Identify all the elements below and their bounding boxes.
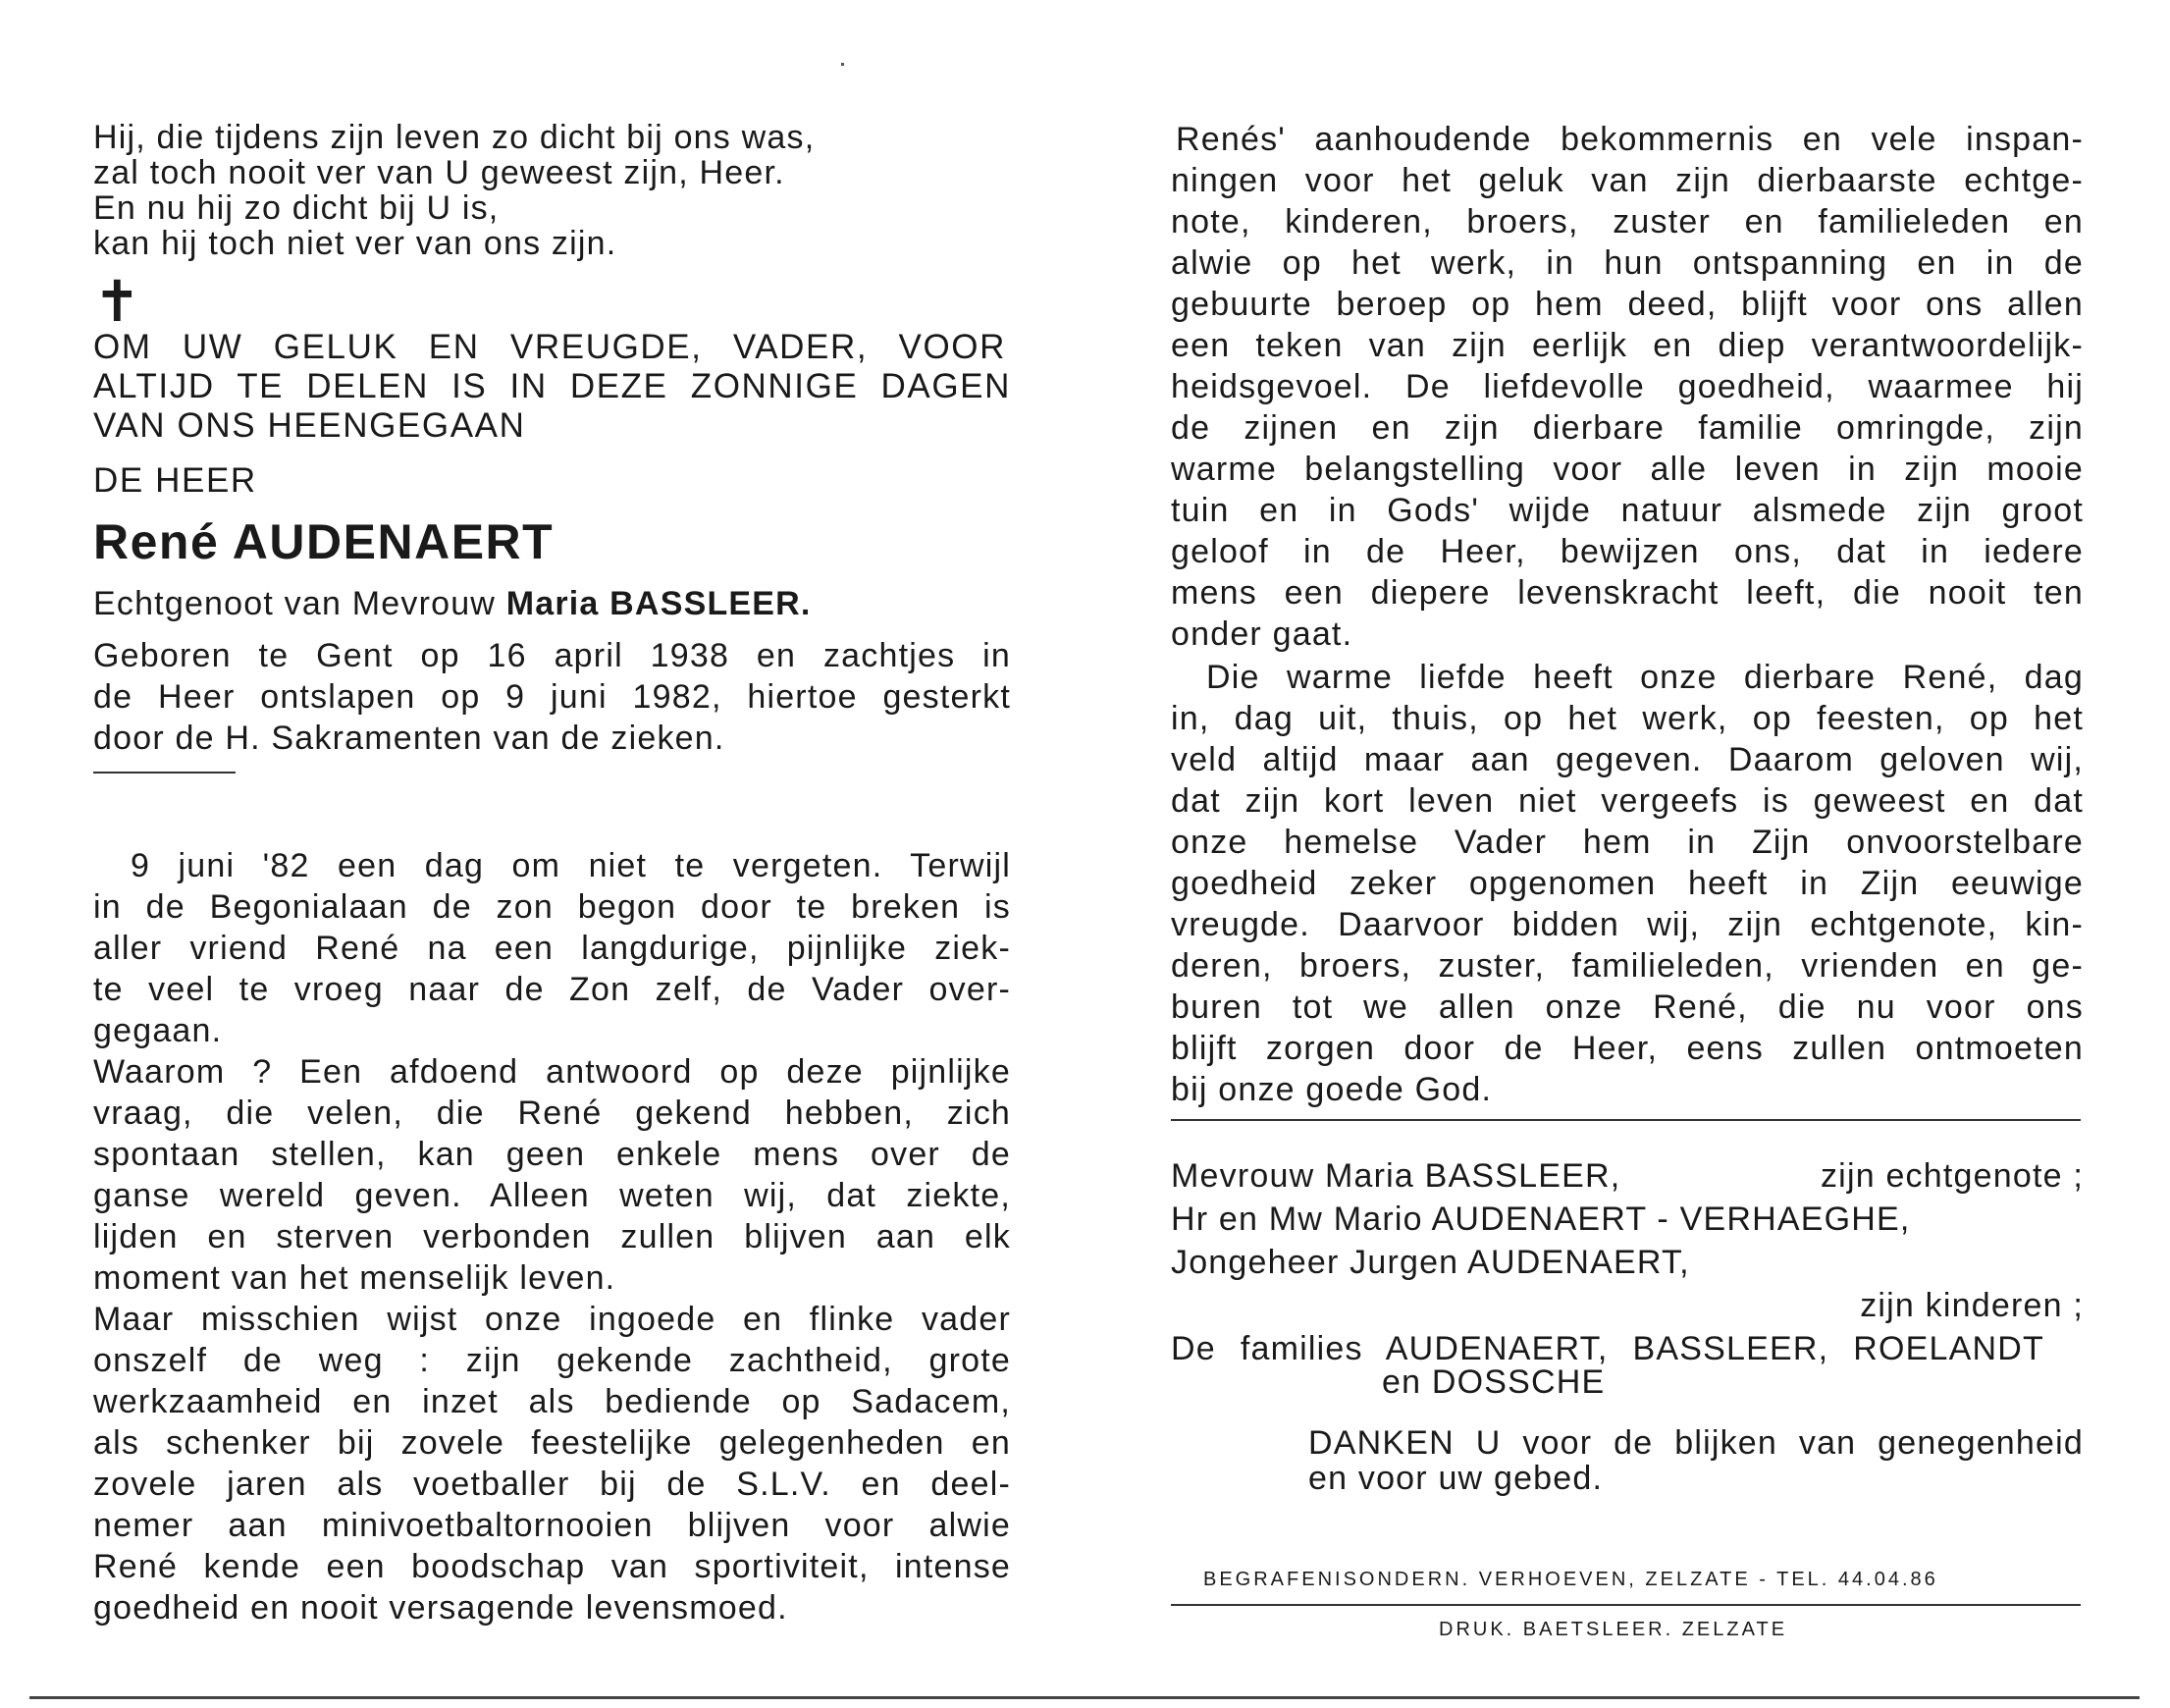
poem-line: kan hij toch niet ver van ons zijn. [93, 225, 617, 262]
text-line: note, kinderen, broers, zuster en familieleden en [1171, 203, 2084, 240]
text-line: gebuurte beroep op hem deed, blijft voor ons allen [1171, 286, 2084, 323]
spouse-line [93, 584, 812, 623]
announcement-line: ALTIJD TE DELEN IS IN DEZE ZONNIGE DAGEN [93, 367, 1011, 405]
text-line: ningen voor het geluk van zijn dierbaarste echtge- [1171, 162, 2084, 199]
short-divider [93, 772, 236, 774]
family-child: Jongeheer Jurgen AUDENAERT, [1171, 1244, 1690, 1281]
text-line: Die warme liefde heeft onze dierbare René, dag [1206, 659, 2084, 696]
birth-death-line: door de H. Sakramenten van de zieken. [93, 720, 725, 757]
text-line: alwie op het werk, in hun ontspanning en in de [1171, 244, 2084, 282]
text-line: heidsgevoel. De liefdevolle goedheid, waarmee hij [1171, 368, 2084, 405]
text-line: dat zijn kort leven niet vergeefs is geweest en dat [1171, 782, 2084, 820]
footer-divider [1171, 1604, 2081, 1606]
cross-icon: ✝ [93, 270, 141, 334]
family-child: Hr en Mw Mario AUDENAERT - VERHAEGHE, [1171, 1201, 1911, 1238]
title-de-heer: DE HEER [93, 461, 257, 500]
text-line: Waarom ? Een afdoend antwoord op deze pijnlijke [93, 1053, 1011, 1091]
family-families: De families AUDENAERT, BASSLEER, ROELANDT [1171, 1330, 2044, 1367]
text-line: gegaan. [93, 1012, 223, 1049]
text-line: in, dag uit, thuis, op het werk, op feesten, op het [1171, 700, 2084, 737]
text-line: René kende een boodschap van sportiviteit, intense [93, 1548, 1011, 1585]
text-line: nemer aan minivoetbaltornooien blijven voor alwie [93, 1507, 1011, 1544]
family-spouse-name: Mevrouw Maria BASSLEER, [1171, 1157, 1621, 1195]
text-line: een teken van zijn eerlijk en diep verantwoordelijk- [1171, 327, 2084, 364]
text-line: aller vriend René na een langdurige, pijnlijke ziek- [93, 930, 1011, 967]
spouse-prefix: Echtgenoot van Mevrouw [93, 585, 506, 622]
text-line: blijft zorgen door de Heer, eens zullen ontmoeten [1171, 1030, 2084, 1067]
text-line: buren tot we allen onze René, die nu voor ons [1171, 988, 2084, 1026]
poem-line: zal toch nooit ver van U geweest zijn, Heer. [93, 154, 785, 191]
text-line: moment van het menselijk leven. [93, 1259, 616, 1297]
thanks-line: en voor uw gebed. [1308, 1460, 1604, 1497]
text-line: warme belangstelling voor alle leven in zijn mooie [1171, 451, 2084, 488]
announcement-line: VAN ONS HEENGEGAAN [93, 406, 526, 445]
text-line: mens een diepere levenskracht leeft, die nooit ten [1171, 574, 2084, 612]
thanks-line: DANKEN U voor de blijken van genegenheid [1308, 1424, 2084, 1462]
family-children-role: zijn kinderen ; [1860, 1287, 2084, 1324]
text-line: goedheid en nooit versagende levensmoed. [93, 1589, 788, 1627]
text-line: de zijnen en zijn dierbare familie omringde, zijn [1171, 409, 2084, 447]
birth-death-line: de Heer ontslapen op 9 juni 1982, hiertoe gesterkt [93, 678, 1011, 716]
birth-death-line: Geboren te Gent op 16 april 1938 en zachtjes in [93, 637, 1011, 674]
funeral-home: BEGRAFENISONDERN. VERHOEVEN, ZELZATE - TEL. 44.04.86 [1203, 1569, 1938, 1590]
family-spouse-role: zijn echtgenote ; [1820, 1157, 2084, 1195]
text-line: deren, broers, zuster, familieleden, vrienden en ge- [1171, 947, 2084, 985]
text-line: Renés' aanhoudende bekommernis en vele inspan- [1176, 121, 2084, 158]
family-divider [1171, 1119, 2081, 1121]
text-line: in de Begonialaan de zon begon door te breken is [93, 888, 1011, 926]
printer: DRUK. BAETSLEER. ZELZATE [1439, 1619, 1788, 1640]
text-line: veld altijd maar aan gegeven. Daarom geloven wij, [1171, 741, 2084, 778]
text-line: tuin en in Gods' wijde natuur alsmede zijn groot [1171, 492, 2084, 529]
deceased-name: René AUDENAERT [93, 514, 555, 569]
text-line: zovele jaren als voetballer bij de S.L.V. en deel- [93, 1466, 1011, 1503]
text-line: spontaan stellen, kan geen enkele mens over de [93, 1136, 1011, 1173]
spouse-name: Maria BASSLEER. [505, 585, 812, 622]
text-line: onze hemelse Vader hem in Zijn onvoorstelbare [1171, 824, 2084, 861]
text-line: onder gaat. [1171, 615, 1353, 653]
bottom-border [29, 1696, 2140, 1699]
text-line: geloof in de Heer, bewijzen ons, dat in iedere [1171, 533, 2084, 570]
text-line: vraag, die velen, die René gekend hebben, zich [93, 1094, 1011, 1132]
text-line: vreugde. Daarvoor bidden wij, zijn echtgenote, kin- [1171, 906, 2084, 943]
text-line: lijden en sterven verbonden zullen blijven aan elk [93, 1218, 1011, 1255]
text-line: werkzaamheid en inzet als bediende op Sadacem, [93, 1383, 1011, 1420]
text-line: 9 juni '82 een dag om niet te vergeten. Terwijl [131, 847, 1011, 884]
text-line: Maar misschien wijst onze ingoede en flinke vader [93, 1301, 1011, 1338]
text-line: als schenker bij zovele feestelijke gelegenheden en [93, 1424, 1011, 1462]
text-line: onszelf de weg : zijn gekende zachtheid, grote [93, 1342, 1011, 1379]
text-line: te veel te vroeg naar de Zon zelf, de Vader over- [93, 971, 1011, 1008]
text-line: goedheid zeker opgenomen heeft in Zijn eeuwige [1171, 865, 2084, 902]
text-line: bij onze goede God. [1171, 1071, 1493, 1108]
poem-line: En nu hij zo dicht bij U is, [93, 189, 500, 227]
announcement-line: OM UW GELUK EN VREUGDE, VADER, VOOR [93, 328, 1006, 366]
poem-line: Hij, die tijdens zijn leven zo dicht bij ons was, [93, 119, 816, 156]
text-line: ganse wereld geven. Alleen weten wij, dat ziekte, [93, 1177, 1011, 1214]
family-families: en DOSSCHE [1382, 1363, 1606, 1401]
speck [841, 63, 844, 66]
